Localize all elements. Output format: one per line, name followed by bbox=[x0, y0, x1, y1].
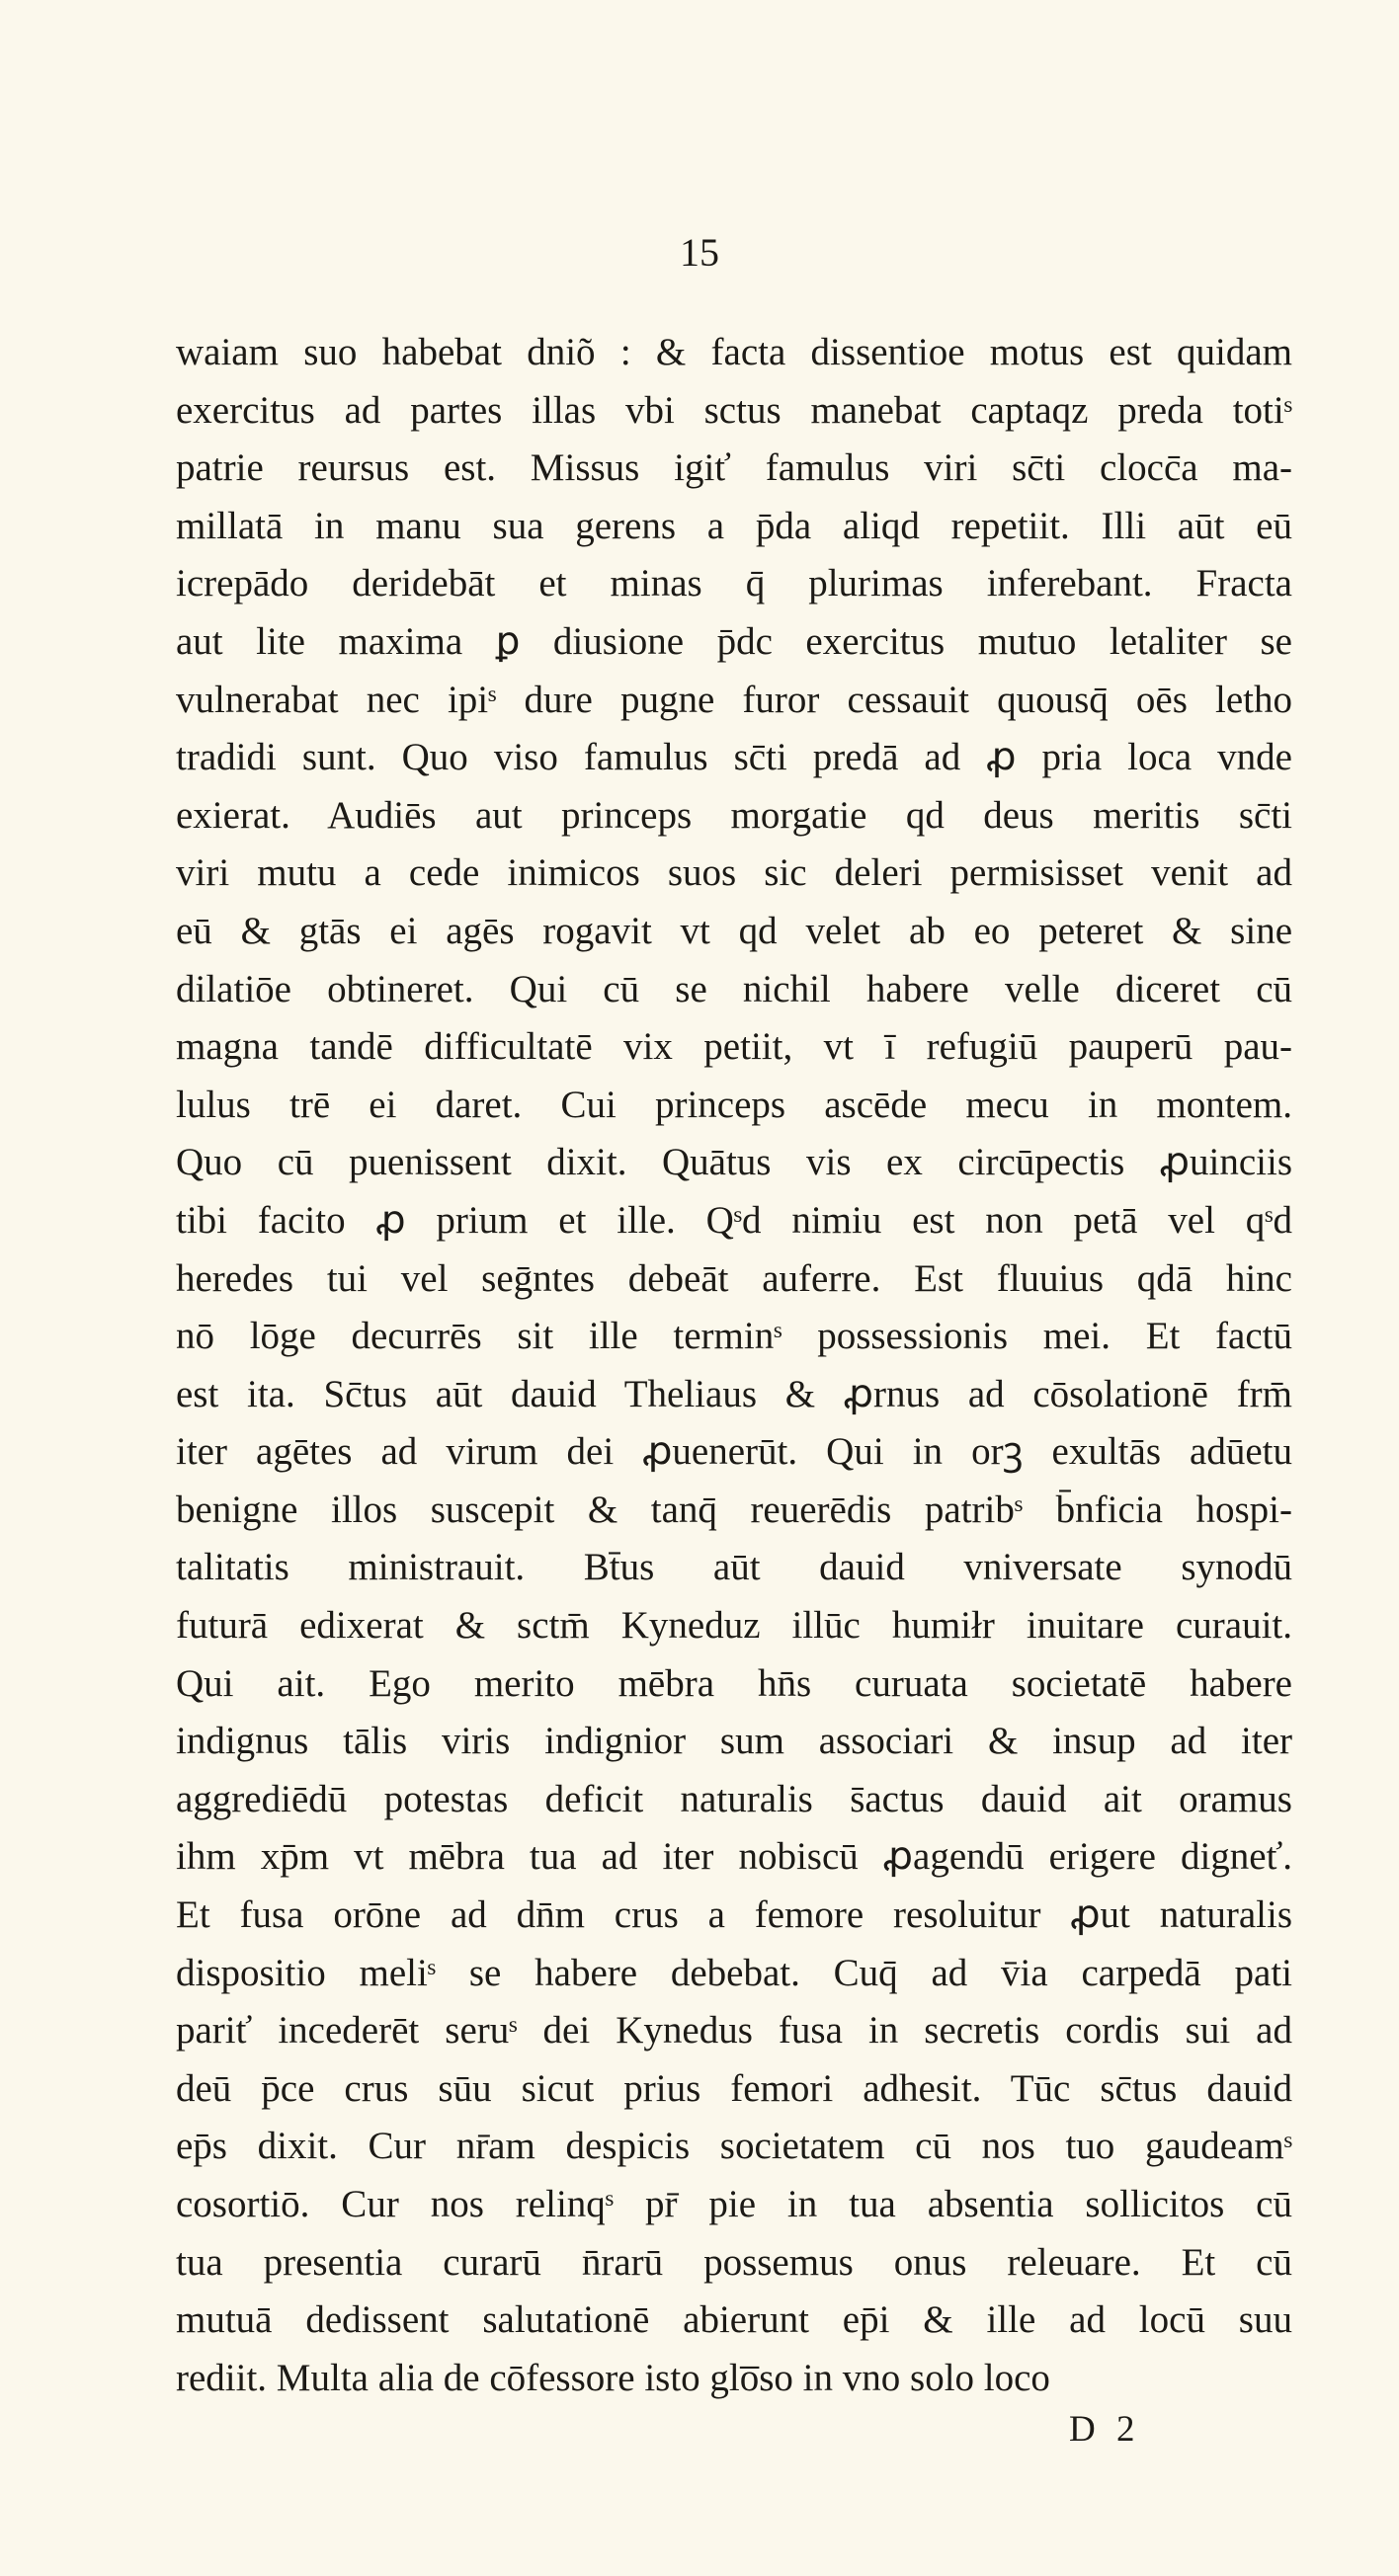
text-line: nō lōge decurrēs sit ille terminˢ possessionis mei. Et factū bbox=[176, 1315, 1292, 1358]
text-line: deū p̄ce crus sūu sicut prius femori adhesit. Tūc sc̄tus dauid bbox=[176, 2066, 1292, 2110]
text-line: exierat. Audiēs aut princeps morgatie qd deus meritis sc̄ti bbox=[176, 793, 1292, 837]
text-line: Et fusa orōne ad dn̄m crus a femore resoluitur ꝓut naturalis bbox=[176, 1893, 1292, 1937]
text-line: Quo cū puenissent dixit. Quātus vis ex circūpectis ꝓuinciis bbox=[176, 1141, 1292, 1184]
text-line: iter agētes ad virum dei ꝓuenerūt. Qui in orꝫ exultās adūetu bbox=[176, 1430, 1292, 1474]
text-line: rediit. Multa alia de cōfessore isto glo̅so in vno solo loco bbox=[176, 2356, 1050, 2399]
text-line: eū & gtās ei agēs rogavit vt qd velet ab eo peteret & sine bbox=[176, 909, 1292, 952]
text-line: benigne illos suscepit & tanq̄ reuerēdis patribˢ b̄nficia hospi- bbox=[176, 1488, 1292, 1531]
text-line: est ita. Sc̄tus aūt dauid Theliaus & ꝓrnus ad cōsolationē frm̄ bbox=[176, 1372, 1292, 1415]
text-line: cosortiō. Cur nos relinqˢ pr̄ pie in tua absentia sollicitos cū bbox=[176, 2183, 1292, 2225]
text-line: patrie reursus est. Missus igiť famulus viri sc̄ti clocc̄a ma- bbox=[176, 446, 1292, 490]
text-line: icrepādo deridebāt et minas q̄ plurimas inferebant. Fracta bbox=[176, 562, 1292, 605]
text-line: ihm xp̄m vt mēbra tua ad iter nobiscū ꝓagendū erigere digneť. bbox=[176, 1835, 1292, 1879]
page-number: 15 bbox=[680, 230, 719, 275]
text-line: ep̄s dixit. Cur nr̄am despicis societatem cū nos tuo gaudeamˢ bbox=[176, 2125, 1292, 2168]
text-line: talitatis ministrauit. Bt̄us aūt dauid vniversate synodū bbox=[176, 1546, 1292, 1589]
text-line: tradidi sunt. Quo viso famulus sc̄ti predā ad ꝓ pria loca vnde bbox=[176, 736, 1292, 779]
text-line: heredes tui vel seḡntes debeāt auferre. Est fluuius qdā hinc bbox=[176, 1256, 1292, 1300]
text-line: waiam suo habebat dniõ : & facta dissentioe motus est quidam bbox=[176, 331, 1292, 373]
text-line: vulnerabat nec ipiˢ dure pugne furor cessauit quousq̄ oēs letho bbox=[176, 678, 1292, 721]
text-line: magna tandē difficultatē vix petiit, vt ī refugiū pauperū pau- bbox=[176, 1025, 1292, 1069]
text-line: pariť incederēt seruˢ dei Kynedus fusa in secretis cordis sui ad bbox=[176, 2009, 1292, 2053]
text-line: dispositio meliˢ se habere debebat. Cuq̄ ad v̄ia carpedā pati bbox=[176, 1951, 1292, 1994]
text-line: viri mutu a cede inimicos suos sic deleri permisisset venit ad bbox=[176, 851, 1292, 895]
text-line: tua presentia curarū n̄rarū possemus onus releuare. Et cū bbox=[176, 2240, 1292, 2284]
text-line: aggrediēdū potestas deficit naturalis s̄actus dauid ait oramus bbox=[176, 1777, 1292, 1820]
latin-text-block bbox=[176, 324, 1292, 2407]
text-line: lulus trē ei daret. Cui princeps ascēde mecu in montem. bbox=[176, 1083, 1292, 1126]
text-line: dilatiōe obtineret. Qui cū se nichil habere velle diceret cū bbox=[176, 967, 1292, 1010]
text-line: tibi facito ꝓ prium et ille. Qˢd nimiu est non petā vel qˢd bbox=[176, 1198, 1292, 1242]
text-line: mutuā dedissent salutationē abierunt ep̄i & ille ad locū suu bbox=[176, 2298, 1292, 2342]
text-line: futurā edixerat & sctm̄ Kyneduz illūc humiłr inuitare curauit. bbox=[176, 1604, 1292, 1648]
text-line: millatā in manu sua gerens a p̄da aliqd repetiit. Illi aūt eū bbox=[176, 504, 1292, 547]
text-line: indignus tālis viris indignior sum associari & insup ad iter bbox=[176, 1720, 1292, 1763]
text-line: aut lite maxima ꝑ diusione p̄dc exercitus mutuo letaliter se bbox=[176, 619, 1292, 663]
text-line: exercitus ad partes illas vbi sctus manebat captaqz preda totiˢ bbox=[176, 388, 1292, 432]
text-line: Qui ait. Ego merito mēbra hn̄s curuata societatē habere bbox=[176, 1661, 1292, 1705]
signature-mark: D 2 bbox=[1069, 2408, 1141, 2450]
